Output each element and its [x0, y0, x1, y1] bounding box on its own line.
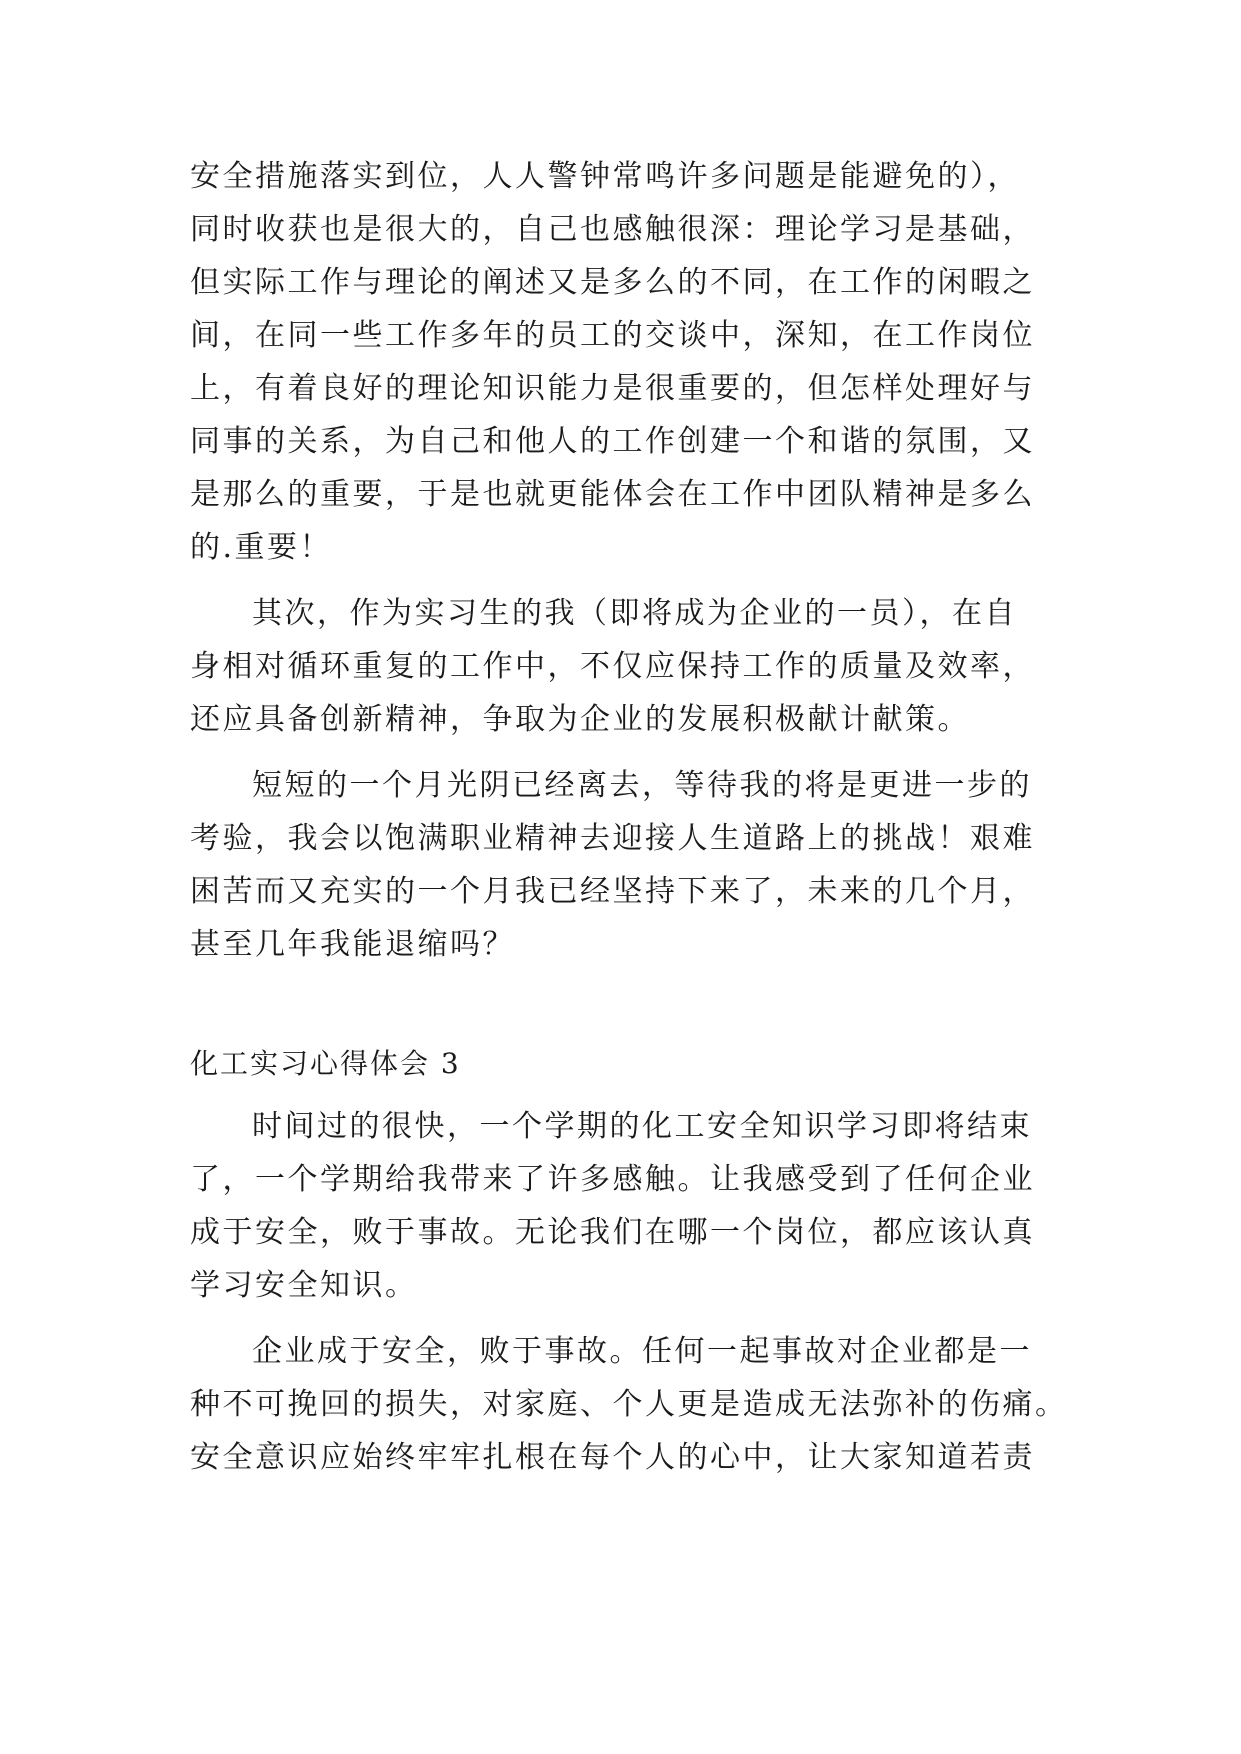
text-line: 但实际工作与理论的阐述又是多么的不同，在工作的闲暇之 [190, 265, 1035, 300]
paragraph-first-line: 时间过的很快，一个学期的化工安全知识学习即将结束 [252, 1109, 1032, 1144]
text-line: 甚至几年我能退缩吗？ [190, 927, 515, 962]
text-line: 学习安全知识。 [190, 1268, 418, 1303]
text-line: 身相对循环重复的工作中，不仅应保持工作的质量及效率， [190, 649, 1035, 684]
text-line: 成于安全，败于事故。无论我们在哪一个岗位，都应该认真 [190, 1215, 1035, 1250]
text-line: 了，一个学期给我带来了许多感触。让我感受到了任何企业 [190, 1162, 1035, 1197]
text-line: 同事的关系，为自己和他人的工作创建一个和谐的氛围，又 [190, 424, 1035, 459]
paragraph-first-line: 短短的一个月光阴已经离去，等待我的将是更进一步的 [252, 768, 1032, 803]
text-line: 的.重要！ [190, 530, 333, 565]
text-line: 同时收获也是很大的，自己也感触很深：理论学习是基础， [190, 212, 1035, 247]
text-line: 还应具备创新精神，争取为企业的发展积极献计献策。 [190, 702, 970, 737]
text-line: 间，在同一些工作多年的员工的交谈中，深知，在工作岗位 [190, 318, 1035, 353]
text-line: 种不可挽回的损失，对家庭、个人更是造成无法弥补的伤痛。 [190, 1387, 1068, 1422]
text-line: 安全措施落实到位，人人警钟常鸣许多问题是能避免的）， [190, 159, 1020, 194]
text-line: 上，有着良好的理论知识能力是很重要的，但怎样处理好与 [190, 371, 1035, 406]
text-line: 安全意识应始终牢牢扎根在每个人的心中，让大家知道若责 [190, 1440, 1035, 1475]
paragraph-first-line: 其次，作为实习生的我（即将成为企业的一员），在自 [252, 596, 1017, 631]
text-line: 困苦而又充实的一个月我已经坚持下来了，未来的几个月， [190, 874, 1035, 909]
paragraph-first-line: 企业成于安全，败于事故。任何一起事故对企业都是一 [252, 1334, 1032, 1369]
section-heading: 化工实习心得体会 3 [190, 1047, 461, 1080]
text-line: 考验，我会以饱满职业精神去迎接人生道路上的挑战！艰难 [190, 821, 1035, 856]
text-line: 是那么的重要，于是也就更能体会在工作中团队精神是多么 [190, 477, 1035, 512]
